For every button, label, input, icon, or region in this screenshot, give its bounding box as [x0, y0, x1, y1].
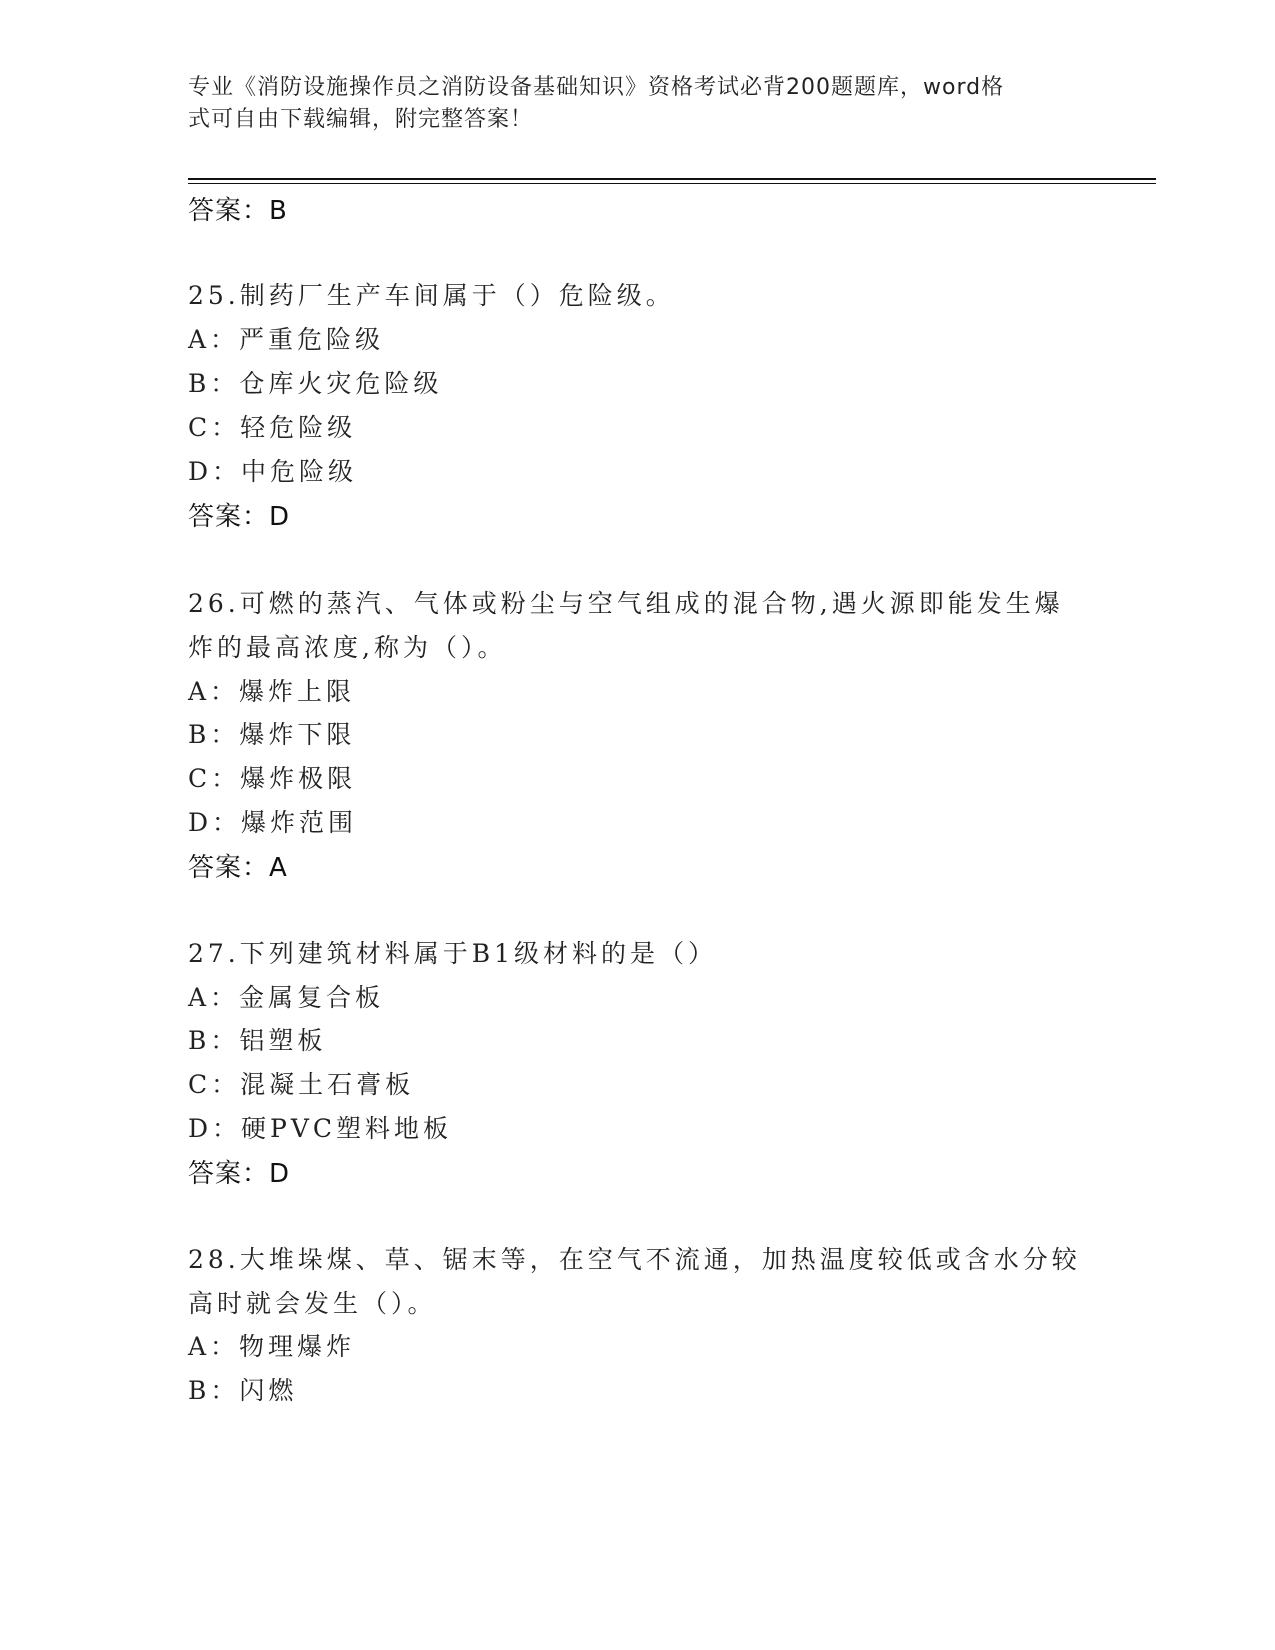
- question-28-option-a: A：物理爆炸: [188, 1332, 356, 1361]
- question-26-option-a: A：爆炸上限: [188, 677, 356, 706]
- header-line-1: 专业《消防设施操作员之消防设备基础知识》资格考试必背200题题库，word格: [188, 75, 1005, 100]
- question-27-option-c: C：混凝土石膏板: [188, 1070, 415, 1099]
- question-26-text-line-2: 炸的最高浓度,称为（）。: [188, 633, 507, 662]
- question-27-option-b: B：铝塑板: [188, 1026, 327, 1055]
- question-26-option-d: D：爆炸范围: [188, 808, 358, 837]
- question-28-option-b: B：闪燃: [188, 1376, 298, 1405]
- question-26-text-line-1: 26.可燃的蒸汽、气体或粉尘与空气组成的混合物,遇火源即能发生爆: [188, 589, 1064, 618]
- answer-24: 答案：B: [188, 196, 288, 226]
- question-25-option-c: C：轻危险级: [188, 413, 357, 442]
- question-28-text-line-1: 28.大堆垛煤、草、锯末等，在空气不流通，加热温度较低或含水分较: [188, 1245, 1081, 1274]
- question-25-text: 25.制药厂生产车间属于（）危险级。: [188, 281, 675, 310]
- header-line-2: 式可自由下载编辑，附完整答案！: [188, 107, 534, 132]
- question-27-option-a: A：金属复合板: [188, 983, 385, 1012]
- header-divider-thick: [188, 178, 1156, 180]
- answer-27: 答案：D: [188, 1159, 291, 1189]
- question-27-text: 27.下列建筑材料属于B1级材料的是（）: [188, 939, 718, 968]
- question-26-option-b: B：爆炸下限: [188, 720, 356, 749]
- answer-26: 答案：A: [188, 853, 288, 883]
- question-26-option-c: C：爆炸极限: [188, 764, 357, 793]
- question-25-option-d: D：中危险级: [188, 457, 358, 486]
- document-header: [188, 72, 1068, 136]
- question-25-option-b: B：仓库火灾危险级: [188, 369, 443, 398]
- header-divider-thin: [188, 183, 1156, 184]
- answer-25: 答案：D: [188, 502, 291, 532]
- question-27-option-d: D：硬PVC塑料地板: [188, 1114, 453, 1143]
- question-28-text-line-2: 高时就会发生（）。: [188, 1289, 437, 1318]
- question-25-option-a: A：严重危险级: [188, 325, 385, 354]
